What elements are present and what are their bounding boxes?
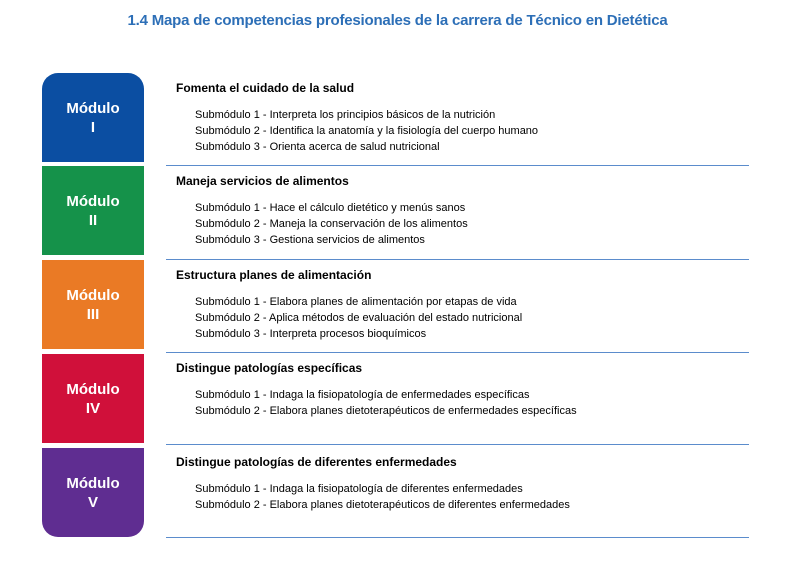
module-3-section [176,268,748,342]
module-2-submodule-3: Submódulo 3 - Gestiona servicios de alimentos [195,234,425,246]
module-3-submodule-3: Submódulo 3 - Interpreta procesos bioquímicos [195,328,427,340]
module-2-numeral: II [88,211,98,229]
module-1-submodule-3: Submódulo 3 - Orienta acerca de salud nutricional [195,141,440,153]
module-3-divider [166,352,749,353]
module-3-numeral: III [86,305,100,323]
module-2-label: Módulo [66,192,120,210]
module-5-numeral: V [87,493,98,511]
module-1-numeral: I [90,118,96,136]
module-1-divider [166,165,749,166]
module-4-label: Módulo [66,380,120,398]
module-4-submodule-2: Submódulo 2 - Elabora planes dietoterapéuticos de enfermedades específicas [195,405,577,417]
module-5-submodule-2: Submódulo 2 - Elabora planes dietoterapéuticos de diferentes enfermedades [195,499,570,511]
module-4-numeral: IV [85,399,101,417]
module-5-submodule-1: Submódulo 1 - Indaga la fisiopatología de diferentes enfermedades [195,483,523,495]
module-2-heading: Maneja servicios de alimentos [176,174,349,188]
module-2-submodule-1: Submódulo 1 - Hace el cálculo dietético y menús sanos [195,202,466,214]
module-4-heading: Distingue patologías específicas [176,361,363,375]
module-4-section [176,361,748,419]
module-3-submodule-1: Submódulo 1 - Elabora planes de alimentación por etapas de vida [195,296,517,308]
module-5-section [176,455,748,513]
module-1-section [176,81,748,155]
module-3-heading: Estructura planes de alimentación [176,268,372,282]
module-3-badge [42,260,144,349]
module-1-submodule-1: Submódulo 1 - Interpreta los principios básicos de la nutrición [195,109,496,121]
module-2-divider [166,259,749,260]
module-1-label: Módulo [66,99,120,117]
module-4-submodule-1: Submódulo 1 - Indaga la fisiopatología de enfermedades específicas [195,389,530,401]
module-4-badge [42,354,144,443]
module-1-submodule-2: Submódulo 2 - Identifica la anatomía y la fisiología del cuerpo humano [195,125,539,137]
page-title: 1.4 Mapa de competencias profesionales de la carrera de Técnico en Dietética [127,12,668,29]
module-1-badge [42,73,144,162]
module-5-heading: Distingue patologías de diferentes enfermedades [176,455,457,469]
module-5-badge [42,448,144,537]
module-2-submodule-2: Submódulo 2 - Maneja la conservación de los alimentos [195,218,468,230]
module-5-divider [166,537,749,538]
module-2-section [176,174,748,248]
module-3-submodule-2: Submódulo 2 - Aplica métodos de evaluación del estado nutricional [195,312,523,324]
module-5-label: Módulo [66,474,120,492]
module-3-label: Módulo [66,286,120,304]
module-2-badge [42,166,144,255]
module-1-heading: Fomenta el cuidado de la salud [176,81,355,95]
module-4-divider [166,444,749,445]
